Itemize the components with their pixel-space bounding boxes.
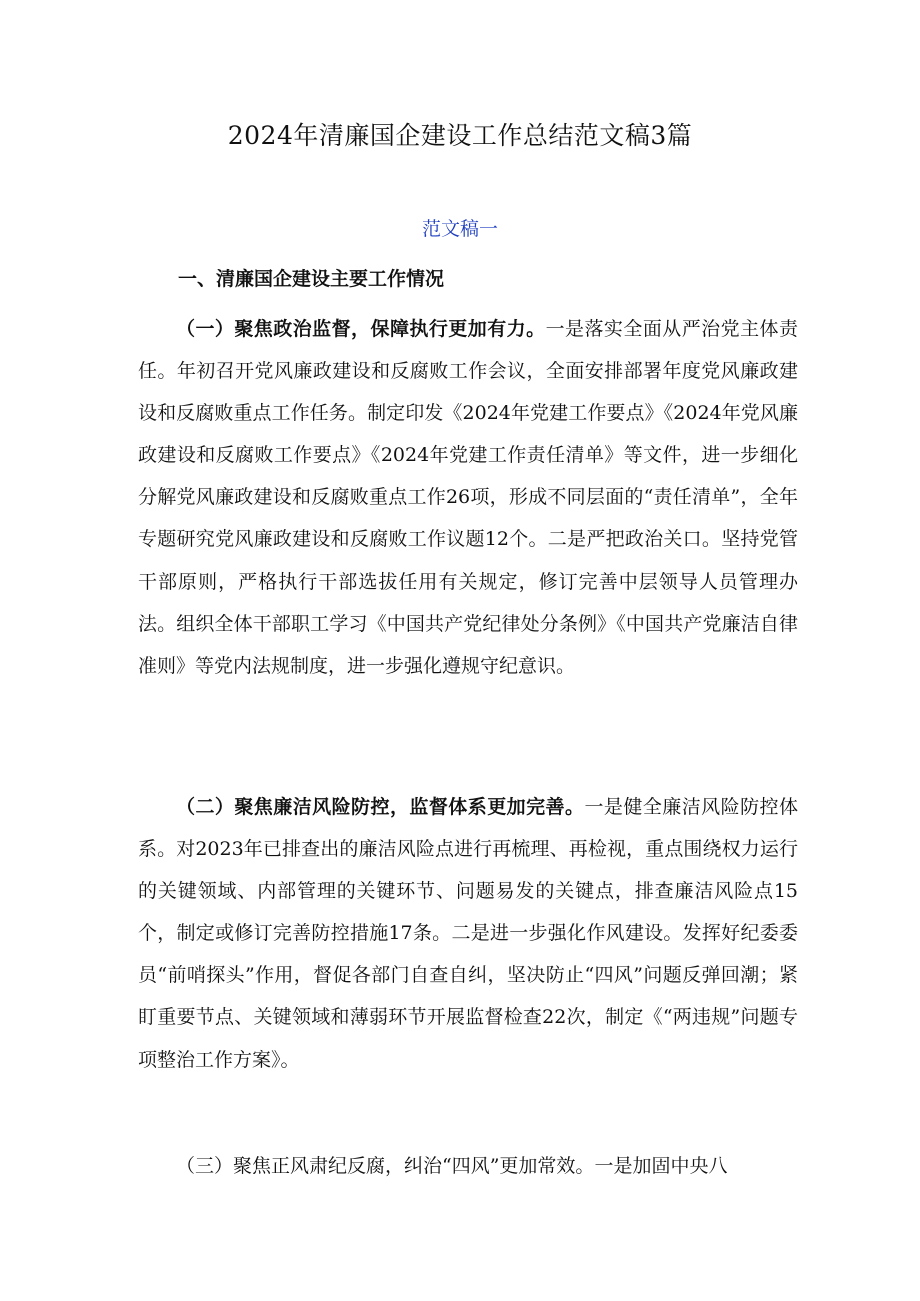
paragraph-body: 一是落实全面从严治党主体责任。年初召开党风廉政建设和反腐败工作会议，全面安排部署年度党风廉政建设和反腐败重点工作任务。制定印发《2024年党建工作要点》《2024年党风廉政建设和反腐败工作要点》《2024年党建工作责任清单》等文件，进一步细化分解党风廉政建设和反腐败重点工作26项，形成不同层面的“责任清单”，全年专题研究党风廉政建设和反腐败工作议题12个。二是严把政治关口。坚持党管干部原则，严格执行干部选拔任用有关规定，修订完善中层领导人员管理办法。组织全体干部职工学习《中国共产党纪律处分条例》《中国共产党廉洁自律准则》等党内法规制度，进一步强化遵规守纪意识。 <box>138 318 798 677</box>
paragraph-anti-corruption <box>138 1145 798 1187</box>
document-title: 2024年清廉国企建设工作总结范文稿3篇 <box>227 121 693 150</box>
paragraph-political-supervision <box>138 308 798 687</box>
paragraph-lead: （三）聚焦正风肃纪反腐，纠治“四风”更加常效。 <box>176 1155 595 1177</box>
heading-main-work: 一、清廉国企建设主要工作情况 <box>178 268 445 290</box>
paragraph-body: 一是加固中央八 <box>594 1155 728 1177</box>
paragraph-risk-control <box>138 786 798 1081</box>
section-title: 范文稿一 <box>421 218 498 240</box>
paragraph-lead: （二）聚焦廉洁风险防控，监督体系更加完善。 <box>176 796 585 818</box>
paragraph-lead: （一）聚焦政治监督，保障执行更加有力。 <box>176 318 546 340</box>
paragraph-body: 一是健全廉洁风险防控体系。对2023年已排查出的廉洁风险点进行再梳理、再检视，重点围绕权力运行的关键领域、内部管理的关键环节、问题易发的关键点，排查廉洁风险点15个，制定或修订完善防控措施17条。二是进一步强化作风建设。发挥好纪委委员“前哨探头”作用，督促各部门自查自纠，坚决防止“四风”问题反弹回潮；紧盯重要节点、关键领域和薄弱环节开展监督检查22次，制定《“两违规”问题专项整治工作方案》。 <box>138 796 798 1071</box>
